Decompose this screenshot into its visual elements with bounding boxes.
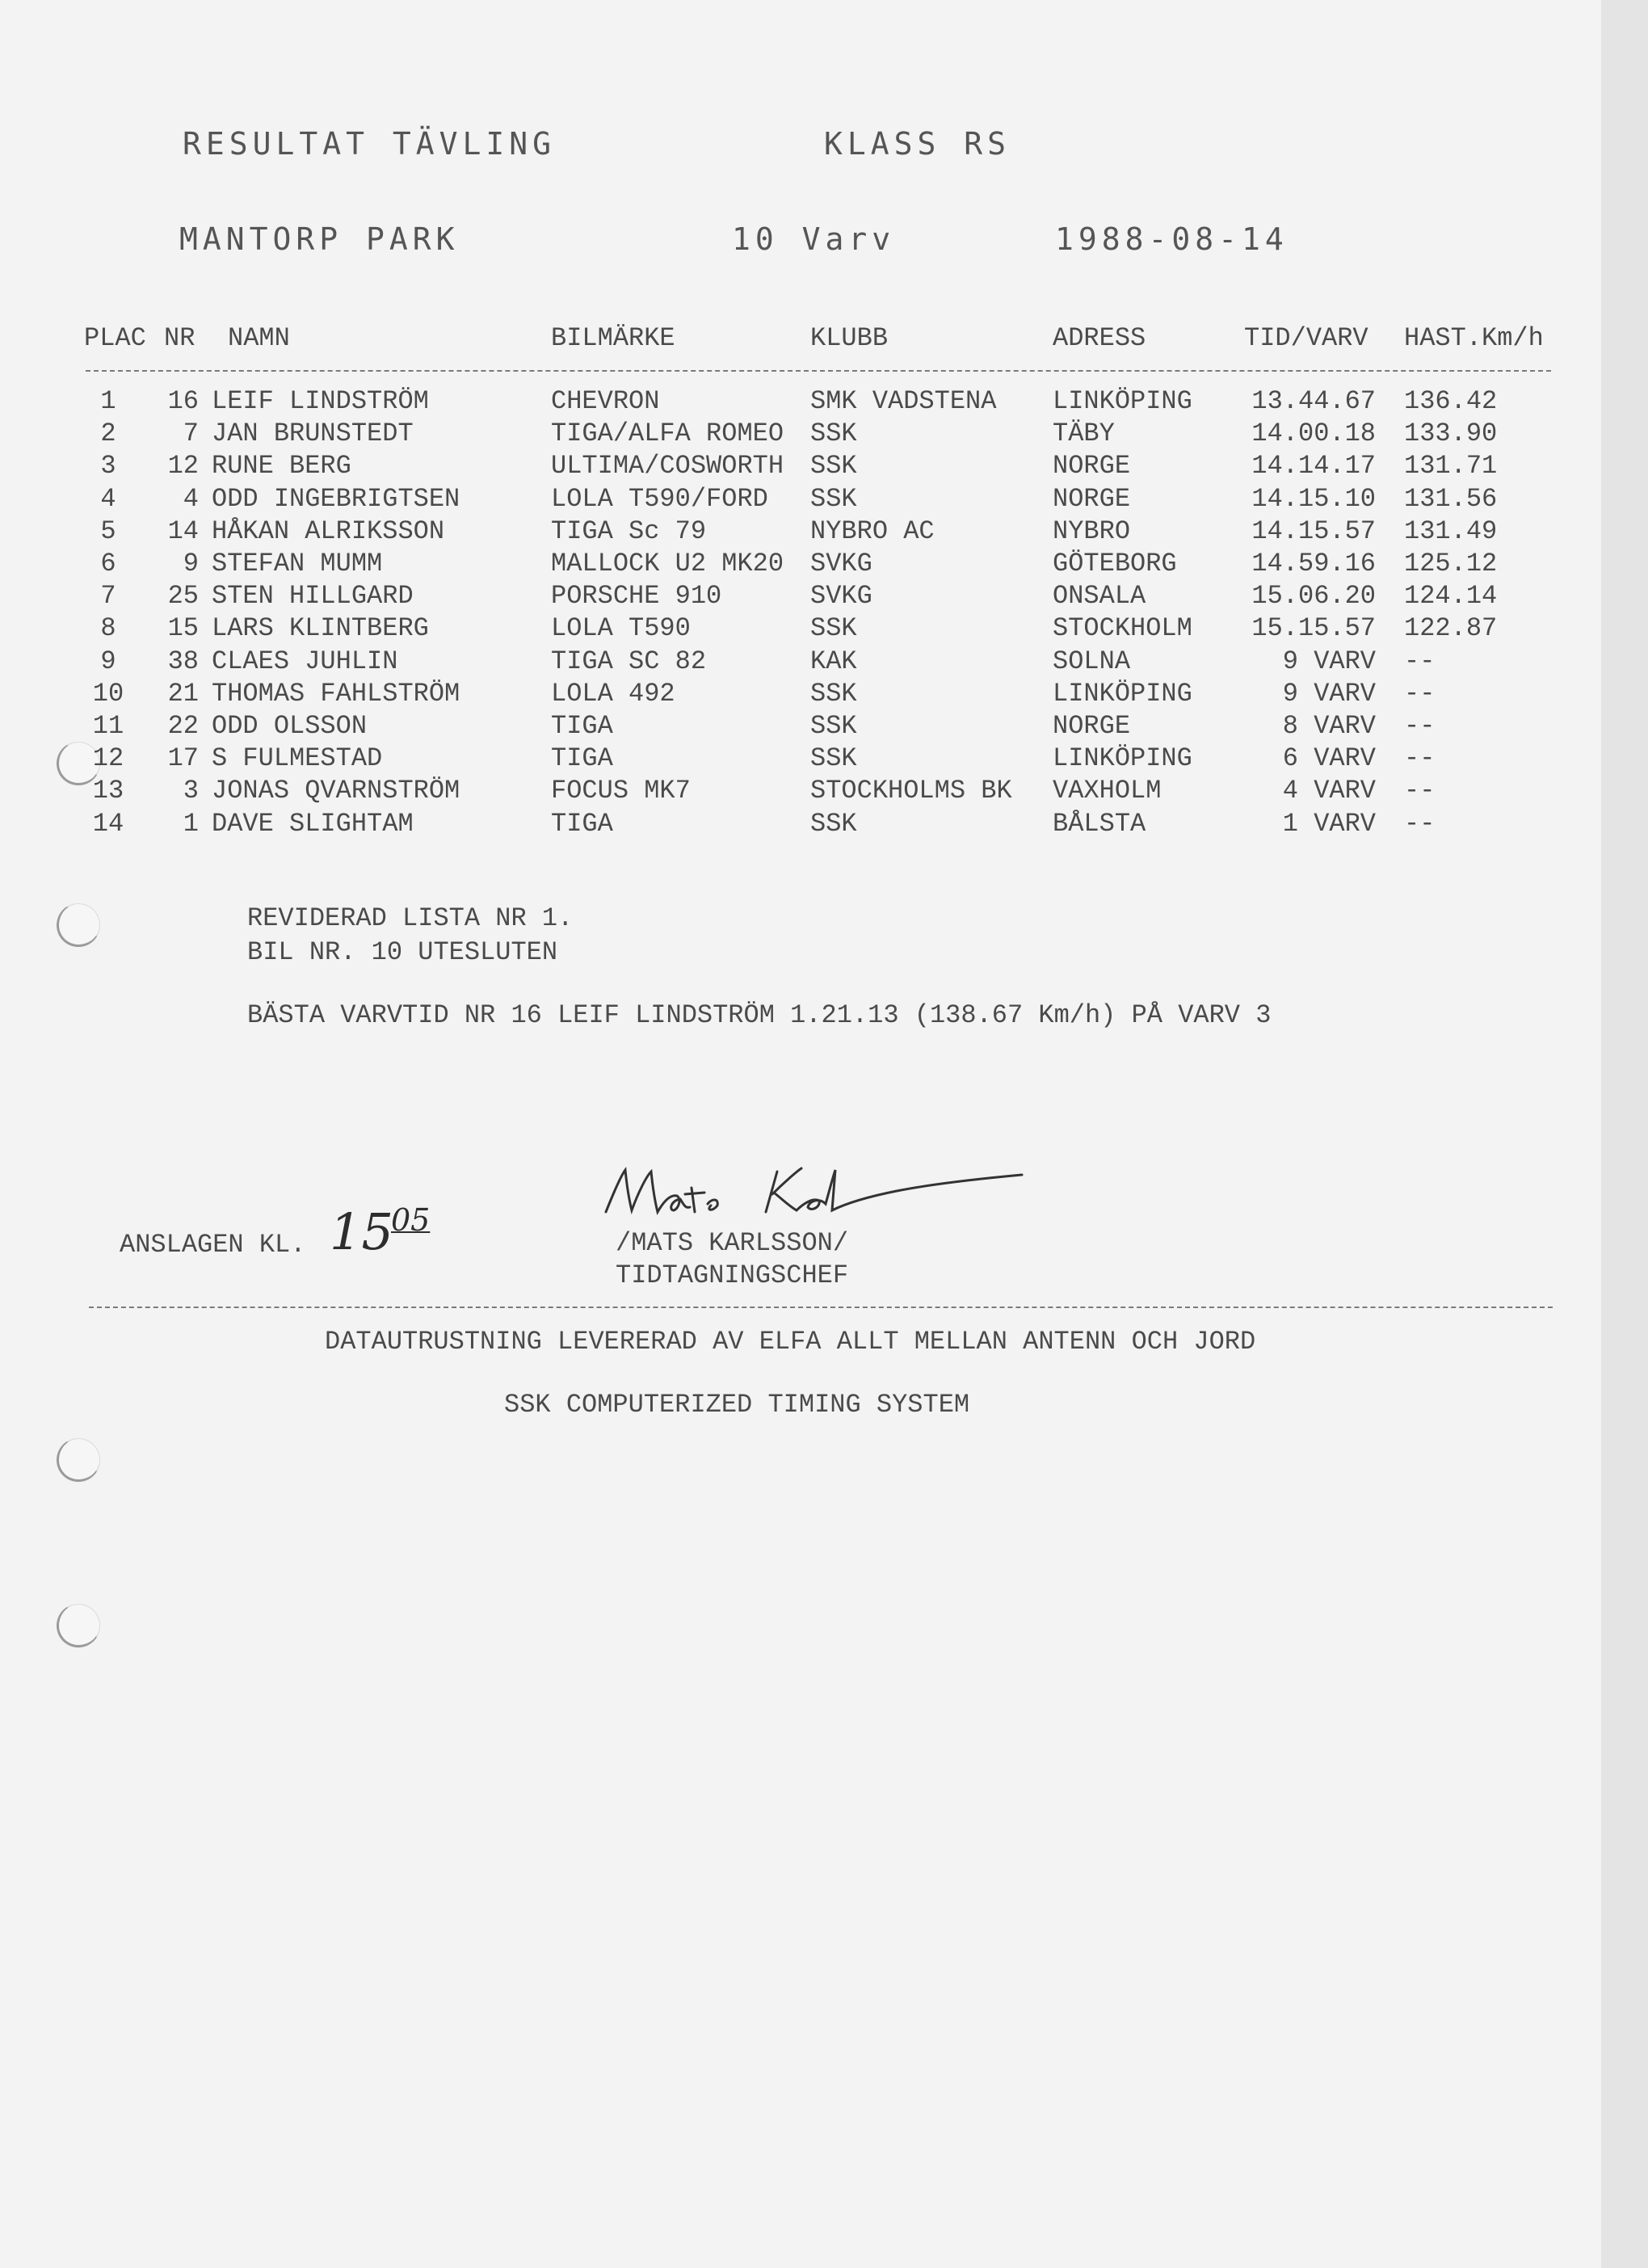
row-car-make: TIGA (551, 808, 613, 839)
row-time: 15.06.20 (1251, 581, 1376, 612)
row-driver-name: HÅKAN ALRIKSSON (212, 515, 445, 546)
row-address: NYBRO (1053, 515, 1131, 546)
row-car-number: 16 (167, 386, 199, 416)
row-place: 5 (100, 515, 116, 546)
row-driver-name: RUNE BERG (212, 451, 351, 482)
table-row (0, 386, 1601, 419)
row-car-make: PORSCHE 910 (551, 581, 722, 612)
header-car: BILMÄRKE (551, 323, 675, 353)
row-car-number: 15 (167, 613, 199, 644)
row-place: 11 (92, 711, 124, 741)
row-club: SSK (810, 808, 857, 839)
table-row (0, 451, 1601, 483)
signer-role: TIDTAGNINGSCHEF (616, 1260, 849, 1290)
row-place: 9 (100, 646, 116, 676)
table-row (0, 516, 1601, 549)
class-label: KLASS RS (824, 126, 1011, 162)
table-row (0, 484, 1601, 516)
table-row (0, 419, 1601, 451)
row-address: LINKÖPING (1053, 678, 1192, 709)
row-club: KAK (810, 646, 857, 676)
row-club: SSK (810, 743, 857, 774)
row-car-make: TIGA (551, 711, 613, 741)
header-divider (86, 370, 1551, 372)
row-place: 3 (100, 451, 116, 482)
row-place: 8 (100, 613, 116, 644)
row-time: 8 VARV (1282, 711, 1376, 741)
row-time: 14.15.57 (1251, 515, 1376, 546)
row-car-number: 38 (167, 646, 199, 676)
header-speed: HAST.Km/h (1404, 323, 1544, 353)
row-speed: 131.49 (1404, 515, 1498, 546)
table-row (0, 613, 1601, 646)
table-header (0, 323, 1601, 356)
row-car-number: 3 (183, 776, 199, 806)
row-car-make: TIGA (551, 743, 613, 774)
equipment-credit: DATAUTRUSTNING LEVERERAD AV ELFA ALLT MELLAN ANTENN OCH JORD (325, 1327, 1256, 1357)
table-row (0, 581, 1601, 613)
row-time: 14.59.16 (1251, 549, 1376, 579)
timing-system: SSK COMPUTERIZED TIMING SYSTEM (504, 1390, 970, 1420)
row-car-make: LOLA T590/FORD (551, 483, 768, 514)
row-club: SSK (810, 483, 857, 514)
row-speed: 136.42 (1404, 386, 1498, 416)
table-row (0, 646, 1601, 679)
row-car-number: 12 (167, 451, 199, 482)
row-speed: -- (1404, 678, 1436, 709)
row-place: 2 (100, 419, 116, 449)
row-car-number: 22 (167, 711, 199, 741)
header-name: NAMN (228, 323, 290, 353)
row-car-number: 17 (167, 743, 199, 774)
table-row (0, 711, 1601, 743)
table-row (0, 776, 1601, 808)
row-car-make: TIGA/ALFA ROMEO (551, 419, 784, 449)
row-address: NORGE (1053, 711, 1131, 741)
row-car-make: CHEVRON (551, 386, 660, 416)
posted-time-hour: 15 (330, 1202, 393, 1261)
revision-note: REVIDERAD LISTA NR 1. (247, 903, 574, 933)
row-place: 4 (100, 483, 116, 514)
header-plac: PLAC (84, 323, 146, 353)
row-address: BÅLSTA (1053, 808, 1146, 839)
table-row (0, 809, 1601, 841)
table-row (0, 549, 1601, 581)
row-time: 9 VARV (1282, 678, 1376, 709)
row-car-number: 21 (167, 678, 199, 709)
row-driver-name: THOMAS FAHLSTRÖM (212, 678, 460, 709)
footer-divider (89, 1307, 1553, 1308)
row-driver-name: JONAS QVARNSTRÖM (212, 776, 460, 806)
header-club: KLUBB (810, 323, 889, 353)
page-edge (1601, 0, 1648, 2268)
row-place: 12 (92, 743, 124, 774)
row-car-make: LOLA 492 (551, 678, 675, 709)
row-speed: 125.12 (1404, 549, 1498, 579)
row-club: SVKG (810, 581, 872, 612)
header-nr: NR (164, 323, 195, 353)
row-driver-name: ODD INGEBRIGTSEN (212, 483, 460, 514)
best-lap-note: BÄSTA VARVTID NR 16 LEIF LINDSTRÖM 1.21.13 (138.67 Km/h) PÅ VARV 3 (247, 1000, 1272, 1030)
report-title: RESULTAT TÄVLING (183, 126, 557, 162)
row-driver-name: STEN HILLGARD (212, 581, 414, 612)
row-club: SVKG (810, 549, 872, 579)
track-name: MANTORP PARK (179, 221, 460, 257)
row-driver-name: LARS KLINTBERG (212, 613, 429, 644)
row-driver-name: STEFAN MUMM (212, 549, 383, 579)
lap-count: 10 Varv (732, 221, 896, 257)
table-row (0, 679, 1601, 711)
row-address: ONSALA (1053, 581, 1146, 612)
row-club: SSK (810, 613, 857, 644)
row-speed: -- (1404, 646, 1436, 676)
row-speed: 122.87 (1404, 613, 1498, 644)
row-address: NORGE (1053, 451, 1131, 482)
row-driver-name: S FULMESTAD (212, 743, 383, 774)
header-time: TID/VARV (1244, 323, 1368, 353)
row-club: STOCKHOLMS BK (810, 776, 1012, 806)
row-address: GÖTEBORG (1053, 549, 1177, 579)
row-time: 14.14.17 (1251, 451, 1376, 482)
row-time: 1 VARV (1282, 808, 1376, 839)
row-speed: 131.56 (1404, 483, 1498, 514)
row-club: SSK (810, 419, 857, 449)
row-time: 14.15.10 (1251, 483, 1376, 514)
row-speed: 124.14 (1404, 581, 1498, 612)
row-driver-name: JAN BRUNSTEDT (212, 419, 414, 449)
exclusion-note: BIL NR. 10 UTESLUTEN (247, 937, 558, 967)
row-speed: 133.90 (1404, 419, 1498, 449)
row-address: TÄBY (1053, 419, 1115, 449)
row-time: 15.15.57 (1251, 613, 1376, 644)
signature-handwriting (590, 1147, 1042, 1236)
row-address: SOLNA (1053, 646, 1131, 676)
row-place: 10 (92, 678, 124, 709)
signer-name: /MATS KARLSSON/ (616, 1228, 849, 1258)
row-club: NYBRO AC (810, 515, 935, 546)
row-time: 9 VARV (1282, 646, 1376, 676)
row-address: LINKÖPING (1053, 386, 1192, 416)
row-club: SMK VADSTENA (810, 386, 997, 416)
row-place: 1 (100, 386, 116, 416)
posted-label: ANSLAGEN KL. (120, 1230, 306, 1260)
row-driver-name: DAVE SLIGHTAM (212, 808, 414, 839)
row-time: 6 VARV (1282, 743, 1376, 774)
row-time: 4 VARV (1282, 776, 1376, 806)
row-car-number: 25 (167, 581, 199, 612)
row-driver-name: ODD OLSSON (212, 711, 368, 741)
header-address: ADRESS (1053, 323, 1146, 353)
row-place: 14 (92, 808, 124, 839)
row-speed: -- (1404, 808, 1436, 839)
row-speed: 131.71 (1404, 451, 1498, 482)
table-row (0, 743, 1601, 776)
row-place: 13 (92, 776, 124, 806)
punch-hole-2 (57, 903, 100, 947)
row-car-make: TIGA SC 82 (551, 646, 707, 676)
punch-hole-3 (57, 1438, 100, 1482)
row-place: 7 (100, 581, 116, 612)
row-speed: -- (1404, 743, 1436, 774)
row-club: SSK (810, 711, 857, 741)
row-car-make: MALLOCK U2 MK20 (551, 549, 784, 579)
row-car-number: 1 (183, 808, 199, 839)
posted-time-minutes: 05 (391, 1202, 431, 1238)
row-car-make: LOLA T590 (551, 613, 691, 644)
row-driver-name: LEIF LINDSTRÖM (212, 386, 429, 416)
row-car-number: 7 (183, 419, 199, 449)
row-driver-name: CLAES JUHLIN (212, 646, 398, 676)
row-club: SSK (810, 678, 857, 709)
row-time: 13.44.67 (1251, 386, 1376, 416)
row-address: VAXHOLM (1053, 776, 1162, 806)
row-car-number: 4 (183, 483, 199, 514)
row-car-make: TIGA Sc 79 (551, 515, 707, 546)
row-car-make: FOCUS MK7 (551, 776, 691, 806)
row-time: 14.00.18 (1251, 419, 1376, 449)
row-place: 6 (100, 549, 116, 579)
row-club: SSK (810, 451, 857, 482)
row-car-number: 14 (167, 515, 199, 546)
punch-hole-4 (57, 1604, 100, 1647)
row-address: LINKÖPING (1053, 743, 1192, 774)
row-speed: -- (1404, 776, 1436, 806)
row-address: STOCKHOLM (1053, 613, 1192, 644)
row-car-make: ULTIMA/COSWORTH (551, 451, 784, 482)
row-car-number: 9 (183, 549, 199, 579)
row-speed: -- (1404, 711, 1436, 741)
race-date: 1988-08-14 (1055, 221, 1289, 257)
row-address: NORGE (1053, 483, 1131, 514)
